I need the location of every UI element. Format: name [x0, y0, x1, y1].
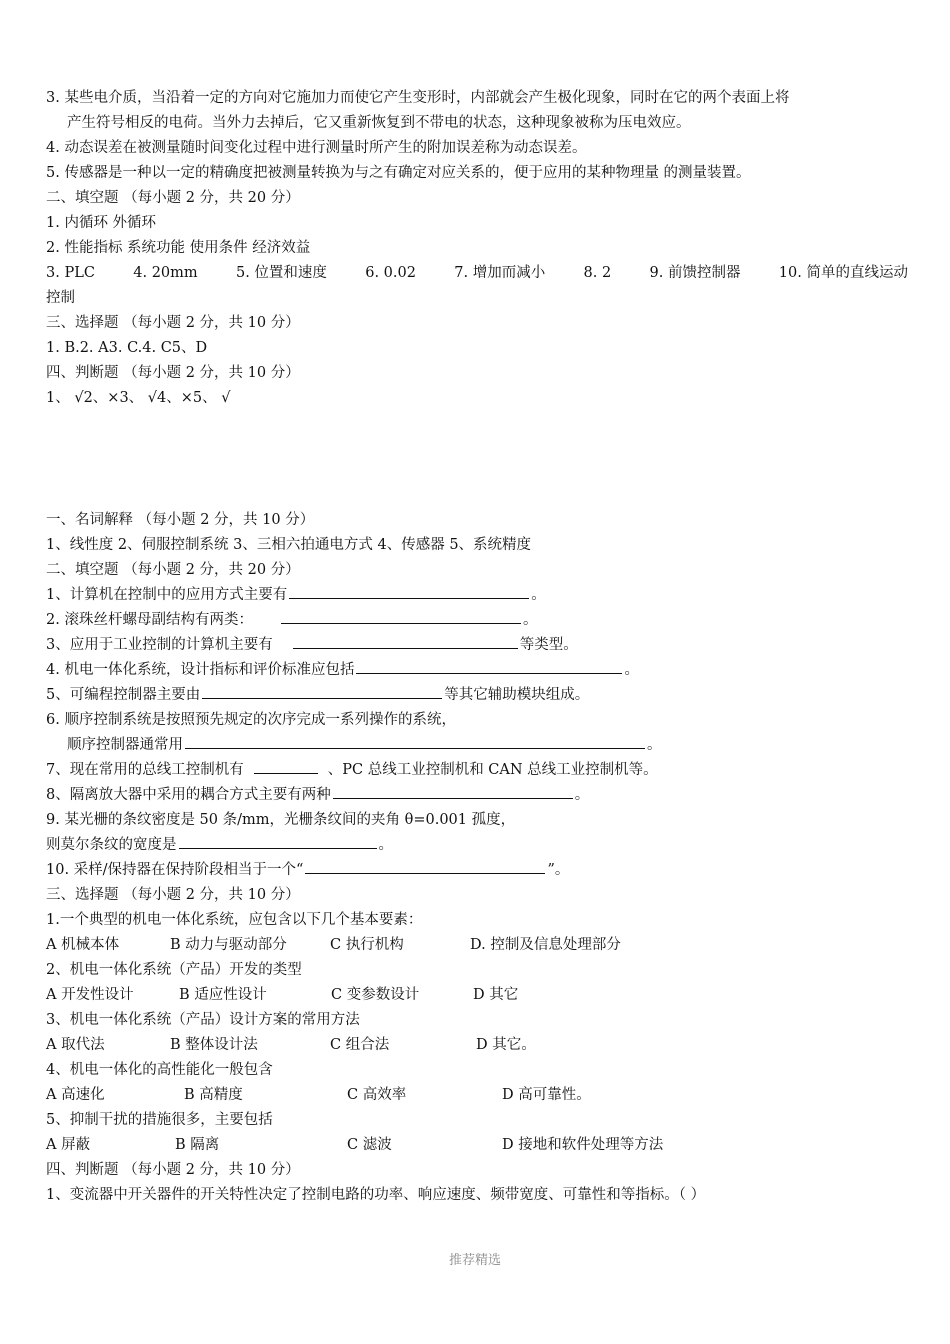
- judge-q1: 1、变流器中开关器件的开关特性决定了控制电路的功率、响应速度、频带宽度、可靠性和等指标。（ ）: [46, 1187, 706, 1203]
- answer-blank: [289, 584, 529, 599]
- fill-a6: 6. 0.02: [365, 265, 416, 281]
- fill-answer-3-10: [46, 261, 908, 286]
- fill-q1: 1、计算机在控制中的应用方式主要有 。: [46, 583, 908, 608]
- section-title-judge-2: 四、判断题 （每小题 2 分，共 10 分）: [46, 1162, 300, 1178]
- option-a: A 高速化: [46, 1087, 105, 1103]
- answer-blank: [254, 759, 318, 774]
- fill-a8: 8. 2: [583, 265, 612, 281]
- fill-a7: 7. 增加而减小: [454, 265, 546, 281]
- option-b: B 隔离: [175, 1137, 220, 1153]
- answer-3-cont: 产生符号相反的电荷。当外力去掉后，它又重新恢复到不带电的状态，这种现象被称为压电效应。: [67, 115, 691, 131]
- fill-q10: 10. 采样/保持器在保持阶段相当于一个“ ”。: [46, 858, 908, 883]
- option-c: C 变参数设计: [331, 987, 420, 1003]
- option-d: D 其它。: [476, 1037, 536, 1053]
- fill-q6-cont: 顺序控制器通常用 。: [46, 733, 908, 758]
- option-c: C 执行机构: [330, 937, 404, 953]
- fill-answer-1: 1. 内循环 外循环: [46, 215, 157, 231]
- option-b: B 动力与驱动部分: [170, 937, 287, 953]
- section-title-fill-2: 二、填空题 （每小题 2 分，共 20 分）: [46, 562, 300, 578]
- option-a: A 开发性设计: [46, 987, 134, 1003]
- section-title-judge: 四、判断题 （每小题 2 分，共 10 分）: [46, 365, 300, 381]
- section-title-fill: 二、填空题 （每小题 2 分，共 20 分）: [46, 190, 300, 206]
- option-b: B 整体设计法: [170, 1037, 258, 1053]
- choice-q2: 2、机电一体化系统（产品）开发的类型: [46, 962, 302, 978]
- fill-a10: 10. 简单的直线运动: [778, 265, 908, 281]
- option-c: C 高效率: [347, 1087, 407, 1103]
- fill-q7: 7、现在常用的总线工控制机有 、PC 总线工业控制机和 CAN 总线工业控制机等。: [46, 758, 908, 783]
- terms-line: 1、线性度 2、伺服控制系统 3、三相六拍通电方式 4、传感器 5、系统精度: [46, 537, 532, 553]
- judge-answers: 1、 √2、×3、 √4、×5、 √: [46, 390, 231, 406]
- section-title-choice-2: 三、选择题 （每小题 2 分，共 10 分）: [46, 887, 300, 903]
- answer-blank: [185, 734, 645, 749]
- choice-q5: 5、抑制干扰的措施很多，主要包括: [46, 1112, 273, 1128]
- answer-5: 5. 传感器是一种以一定的精确度把被测量转换为与之有确定对应关系的，便于应用的某种物理量 的测量装置。: [46, 165, 751, 181]
- answer-blank: [293, 634, 518, 649]
- answer-4: 4. 动态误差在被测量随时间变化过程中进行测量时所产生的附加误差称为动态误差。: [46, 140, 587, 156]
- fill-a5: 5. 位置和速度: [235, 265, 327, 281]
- fill-q9-cont: 则莫尔条纹的宽度是 。: [46, 833, 908, 858]
- choice-q1-options: [46, 933, 908, 958]
- option-c: C 滤波: [347, 1137, 392, 1153]
- answer-blank: [356, 659, 622, 674]
- option-d: D 高可靠性。: [502, 1087, 591, 1103]
- choice-q4-options: [46, 1083, 908, 1108]
- answer-3: 3. 某些电介质，当沿着一定的方向对它施加力而使它产生变形时，内部就会产生极化现象，同时在它的两个表面上将: [46, 90, 790, 106]
- answer-blank: [281, 609, 521, 624]
- fill-q3: 3、应用于工业控制的计算机主要有 等类型。: [46, 633, 908, 658]
- answer-blank: [179, 834, 377, 849]
- option-d: D 其它: [473, 987, 519, 1003]
- fill-answer-2: 2. 性能指标 系统功能 使用条件 经济效益: [46, 240, 311, 256]
- option-b: B 高精度: [184, 1087, 243, 1103]
- section-title-choice: 三、选择题 （每小题 2 分，共 10 分）: [46, 315, 300, 331]
- answer-blank: [305, 859, 545, 874]
- option-d: D 接地和软件处理等方法: [502, 1137, 664, 1153]
- option-b: B 适应性设计: [179, 987, 267, 1003]
- fill-q4: 4. 机电一体化系统，设计指标和评价标准应包括 。: [46, 658, 908, 683]
- choice-q1: 1.一个典型的机电一体化系统，应包含以下几个基本要素：: [46, 912, 423, 928]
- option-a: A 屏蔽: [46, 1137, 91, 1153]
- option-d: D. 控制及信息处理部分: [470, 937, 621, 953]
- fill-q2: 2. 滚珠丝杆螺母副结构有两类： 。: [46, 608, 908, 633]
- fill-a9: 9. 前馈控制器: [649, 265, 741, 281]
- section-title-terms: 一、名词解释 （每小题 2 分，共 10 分）: [46, 512, 315, 528]
- fill-answer-10-cont: 控制: [46, 290, 75, 306]
- fill-q5: 5、可编程控制器主要由 等其它辅助模块组成。: [46, 683, 908, 708]
- choice-q3: 3、机电一体化系统（产品）设计方案的常用方法: [46, 1012, 360, 1028]
- choice-answers: 1. B.2. A3. C.4. C5、D: [46, 340, 208, 356]
- fill-a4: 4. 20mm: [133, 265, 198, 281]
- fill-q9: 9. 某光栅的条纹密度是 50 条/mm，光栅条纹间的夹角 θ=0.001 孤度，: [46, 812, 516, 828]
- choice-q4: 4、机电一体化的高性能化一般包含: [46, 1062, 273, 1078]
- answer-blank: [202, 684, 442, 699]
- fill-a3: 3. PLC: [46, 265, 95, 281]
- answer-blank: [333, 784, 573, 799]
- fill-q6: 6. 顺序控制系统是按照预先规定的次序完成一系列操作的系统，: [46, 712, 456, 728]
- option-a: A 取代法: [46, 1037, 105, 1053]
- option-a: A 机械本体: [46, 937, 120, 953]
- choice-q5-options: [46, 1133, 908, 1158]
- page-footer: 推荐精选: [448, 1253, 501, 1268]
- choice-q2-options: [46, 983, 908, 1008]
- choice-q3-options: [46, 1033, 908, 1058]
- option-c: C 组合法: [330, 1037, 390, 1053]
- fill-q8: 8、隔离放大器中采用的耦合方式主要有两种 。: [46, 783, 908, 808]
- spacer: [46, 411, 908, 508]
- document-body: [46, 86, 908, 1208]
